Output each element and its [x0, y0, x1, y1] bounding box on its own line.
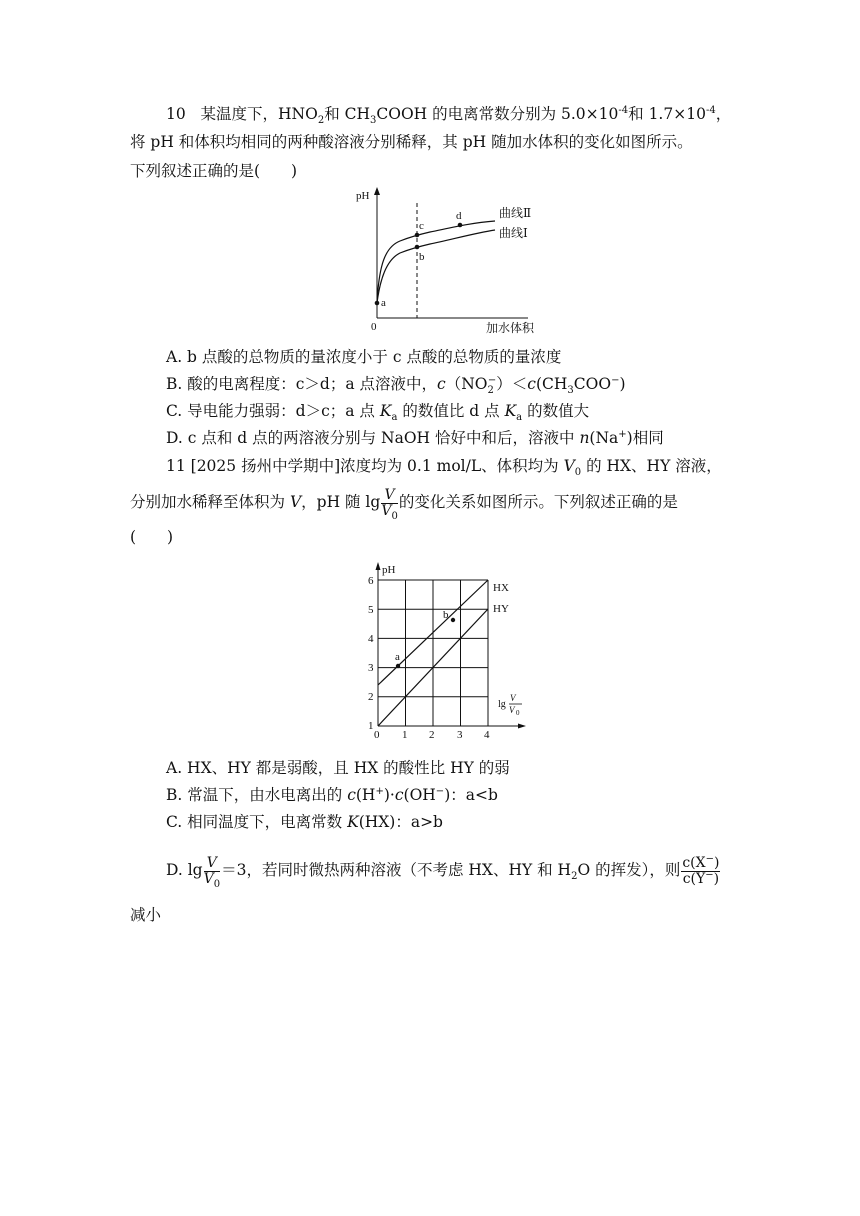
q10-curve-1 — [377, 230, 495, 303]
q10-line3: 下列叙述正确的是( ) — [130, 162, 298, 180]
q11-option-b: B. 常温下，由水电离出的 c(H+)·c(OH−)：a<b — [166, 785, 498, 804]
svg-text:6: 6 — [368, 575, 374, 587]
svg-text:V: V — [509, 705, 515, 715]
svg-text:2: 2 — [429, 729, 435, 741]
svg-text:5: 5 — [368, 604, 374, 616]
fraction-cx-over-cy: $\frac{c(X^-)}{c(Y^-)}$ — [682, 852, 720, 887]
q11-line1: 11 [2025 扬州中学期中]浓度均为 0.1 mol/L、体积均为 $V_0$ 的 HX、HY 溶液， — [166, 457, 722, 479]
svg-text:3: 3 — [457, 729, 463, 741]
svg-text:3: 3 — [368, 662, 374, 674]
fraction-v-over-v0: $\frac{V}{V_0}$ — [381, 486, 398, 522]
q10-option-b: B. 酸的电离程度：c＞d；a 点溶液中，$c(NO_2^-)<c(CH_3COO^-)$ — [166, 374, 626, 397]
q11-label-hx: HX — [493, 582, 509, 594]
q10-number: 10 — [166, 105, 186, 123]
q10-point-c — [415, 233, 420, 238]
svg-text:d: d — [456, 210, 462, 222]
arrow-up-icon — [374, 187, 380, 195]
q11-x-label: lg — [498, 699, 506, 710]
svg-text:0: 0 — [516, 709, 520, 717]
q10-point-a — [375, 301, 380, 306]
arrow-up-icon — [376, 562, 381, 570]
q11-point-a — [396, 664, 400, 668]
fraction-v-over-v0: $\frac{V}{V_0}$ — [203, 854, 221, 890]
q10-x-label: 加水体积 — [486, 321, 535, 335]
svg-text:b: b — [419, 251, 425, 263]
q10-option-c: C. 导电能力强弱：d＞c；a 点 $K_a$ 的数值比 d 点 $K_a$ 的数值大 — [166, 402, 590, 424]
q10-point-d — [458, 223, 463, 228]
q11-point-b — [451, 618, 455, 622]
q11-line2: 分别加水稀释至体积为 V，pH 随 lg $\frac{V}{V_0}$ 的变化关系如图所示。下列叙述正确的是 — [130, 486, 678, 522]
q10-option-a: A. b 点酸的总物质的量浓度小于 c 点酸的总物质的量浓度 — [166, 348, 562, 366]
q10-line2: 将 pH 和体积均相同的两种酸溶液分别稀释，其 pH 随加水体积的变化如图所示。 — [130, 133, 693, 151]
q10-label-curve-2: 曲线Ⅱ — [499, 206, 532, 220]
q11-option-d-end: 减小 — [130, 906, 162, 924]
svg-text:1: 1 — [368, 720, 374, 732]
svg-text:a: a — [381, 297, 386, 309]
q11-option-a: A. HX、HY 都是弱酸，且 HX 的酸性比 HY 的弱 — [166, 759, 510, 777]
q10-y-label: pH — [356, 190, 370, 202]
arrow-right-icon — [518, 724, 526, 729]
q10-option-d: D. c 点和 d 点的两溶液分别与 NaOH 恰好中和后，溶液中 n(Na+)相同 — [166, 428, 664, 447]
q11-option-d: D. lg $\frac{V}{V_0}$ ＝3，若同时微热两种溶液（不考虑 HX、HY 和 $H_2O$ 的挥发），则 $\frac{c(X^-)}{c(Y^-)}$ — [166, 852, 720, 890]
svg-text:4: 4 — [368, 633, 374, 645]
svg-text:a: a — [395, 651, 400, 663]
q11-y-label: pH — [382, 564, 396, 576]
q10-figure — [350, 185, 550, 337]
q11-figure — [362, 560, 532, 742]
q10-line1: 10 某温度下，$HNO_2$和 $CH_3COOH$ 的电离常数分别为 $5.0\times 10^{-4}$和 $1.7\times 10^{-4}$， — [166, 104, 732, 127]
q11-label-hy: HY — [493, 603, 509, 615]
svg-text:V: V — [510, 693, 516, 703]
svg-text:2: 2 — [368, 691, 374, 703]
svg-text:0: 0 — [374, 729, 380, 741]
q11-line3: ( ) — [130, 528, 174, 546]
svg-text:4: 4 — [484, 729, 490, 741]
q10-label-curve-1: 曲线Ⅰ — [499, 226, 528, 240]
q10-origin: 0 — [371, 321, 377, 333]
svg-text:c: c — [419, 220, 424, 232]
svg-text:b: b — [443, 609, 449, 621]
svg-text:1: 1 — [402, 729, 408, 741]
q11-option-c: C. 相同温度下，电离常数 K(HX)：a>b — [166, 813, 443, 831]
q10-point-b — [415, 245, 420, 250]
